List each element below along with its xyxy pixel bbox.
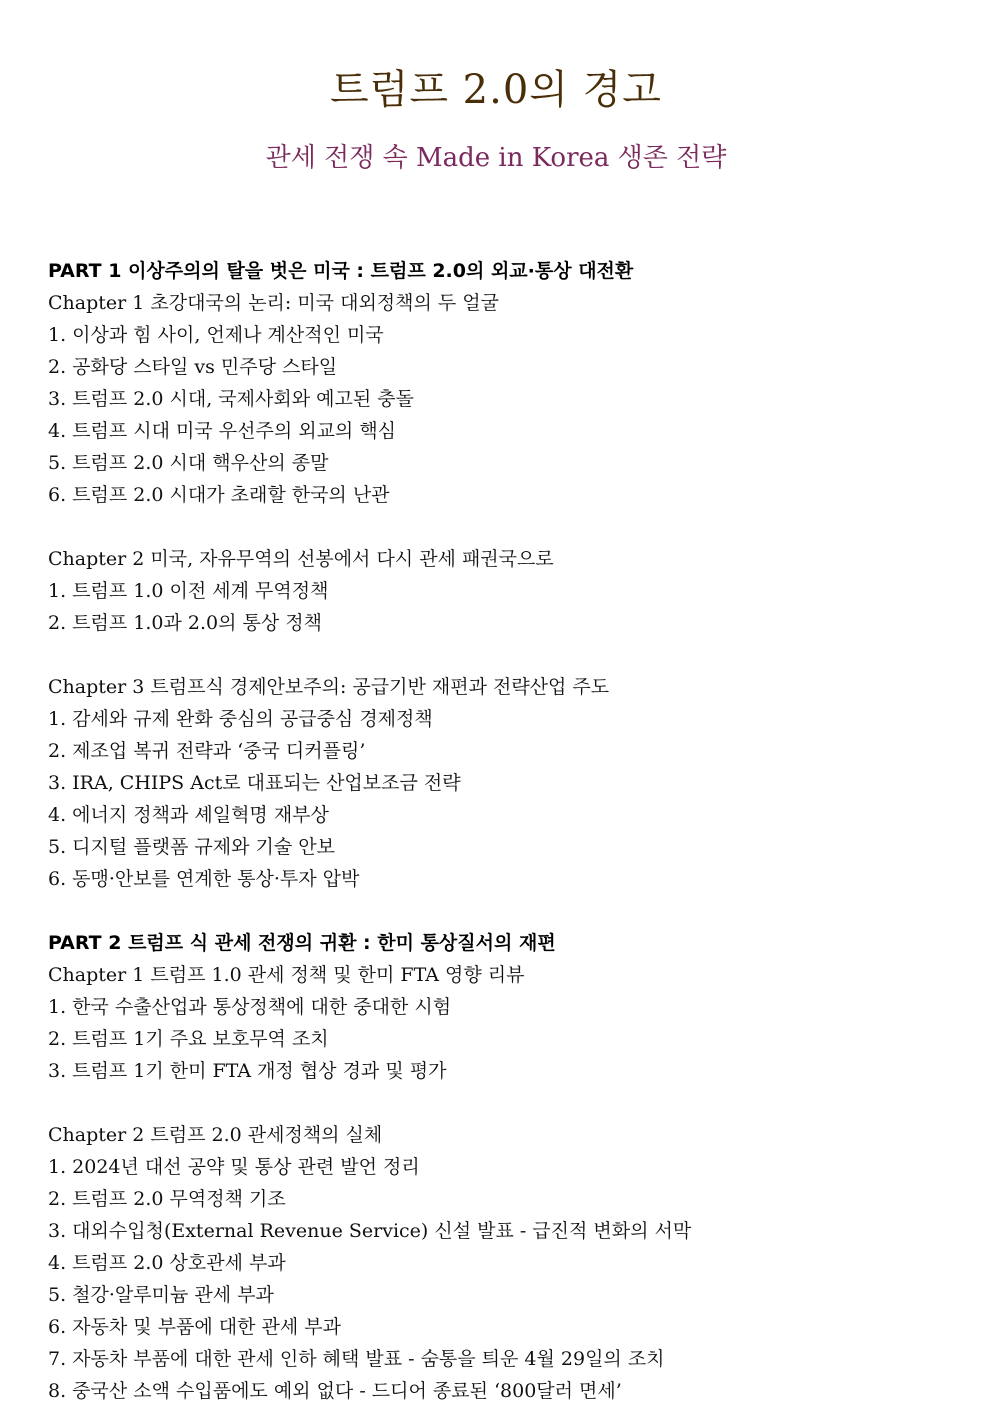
toc-item: 3. 트럼프 2.0 시대, 국제사회와 예고된 충돌 — [48, 388, 414, 410]
toc-item: 6. 동맹·안보를 연계한 통상·투자 압박 — [48, 868, 360, 890]
toc-item: 1. 2024년 대선 공약 및 통상 관련 발언 정리 — [48, 1156, 420, 1178]
toc-item: 2. 공화당 스타일 vs 민주당 스타일 — [48, 356, 338, 378]
toc-item: 5. 디지털 플랫폼 규제와 기술 안보 — [48, 836, 335, 858]
toc-item: 6. 자동차 및 부품에 대한 관세 부과 — [48, 1316, 341, 1338]
spacer — [48, 895, 968, 927]
chapter-heading: Chapter 2 트럼프 2.0 관세정책의 실체 — [48, 1124, 383, 1146]
toc-item: 5. 철강·알루미늄 관세 부과 — [48, 1284, 274, 1306]
toc-item: 1. 감세와 규제 완화 중심의 공급중심 경제정책 — [48, 708, 433, 730]
toc-item: 2. 제조업 복귀 전략과 ‘중국 디커플링’ — [48, 740, 366, 762]
page-subtitle: 관세 전쟁 속 Made in Korea 생존 전략 — [265, 143, 727, 173]
part-heading: PART 2 트럼프 식 관세 전쟁의 귀환 : 한미 통상질서의 재편 — [48, 932, 556, 954]
toc-item: 2. 트럼프 1기 주요 보호무역 조치 — [48, 1028, 329, 1050]
toc-item: 2. 트럼프 1.0과 2.0의 통상 정책 — [48, 612, 322, 634]
chapter-heading: Chapter 2 미국, 자유무역의 선봉에서 다시 관세 패권국으로 — [48, 548, 554, 570]
chapter-heading: Chapter 1 초강대국의 논리: 미국 대외정책의 두 얼굴 — [48, 292, 500, 314]
part-heading: PART 1 이상주의의 탈을 벗은 미국 : 트럼프 2.0의 외교·통상 대전환 — [48, 260, 634, 282]
toc-item: 4. 에너지 정책과 셰일혁명 재부상 — [48, 804, 329, 826]
toc-item: 7. 자동차 부품에 대한 관세 인하 혜택 발표 - 숨통을 틔운 4월 29일의 조치 — [48, 1348, 665, 1370]
spacer — [48, 639, 968, 671]
chapter-heading: Chapter 3 트럼프식 경제안보주의: 공급기반 재편과 전략산업 주도 — [48, 676, 610, 698]
toc-item: 3. 트럼프 1기 한미 FTA 개정 협상 경과 및 평가 — [48, 1060, 447, 1082]
page-title: 트럼프 2.0의 경고 — [330, 67, 662, 113]
toc-item: 4. 트럼프 시대 미국 우선주의 외교의 핵심 — [48, 420, 397, 442]
toc-item: 3. IRA, CHIPS Act로 대표되는 산업보조금 전략 — [48, 772, 461, 794]
table-of-contents — [48, 255, 968, 1407]
toc-item: 8. 중국산 소액 수입품에도 예외 없다 - 드디어 종료된 ‘800달러 면세’ — [48, 1380, 622, 1402]
spacer — [48, 1087, 968, 1119]
toc-item: 4. 트럼프 2.0 상호관세 부과 — [48, 1252, 286, 1274]
toc-item: 5. 트럼프 2.0 시대 핵우산의 종말 — [48, 452, 329, 474]
toc-item: 1. 한국 수출산업과 통상정책에 대한 중대한 시험 — [48, 996, 452, 1018]
toc-item: 6. 트럼프 2.0 시대가 초래할 한국의 난관 — [48, 484, 390, 506]
toc-item: 1. 이상과 힘 사이, 언제나 계산적인 미국 — [48, 324, 384, 346]
spacer — [48, 511, 968, 543]
toc-item: 2. 트럼프 2.0 무역정책 기조 — [48, 1188, 286, 1210]
chapter-heading: Chapter 1 트럼프 1.0 관세 정책 및 한미 FTA 영향 리뷰 — [48, 964, 525, 986]
toc-item: 3. 대외수입청(External Revenue Service) 신설 발표 - 급진적 변화의 서막 — [48, 1220, 692, 1242]
toc-item: 1. 트럼프 1.0 이전 세계 무역정책 — [48, 580, 329, 602]
